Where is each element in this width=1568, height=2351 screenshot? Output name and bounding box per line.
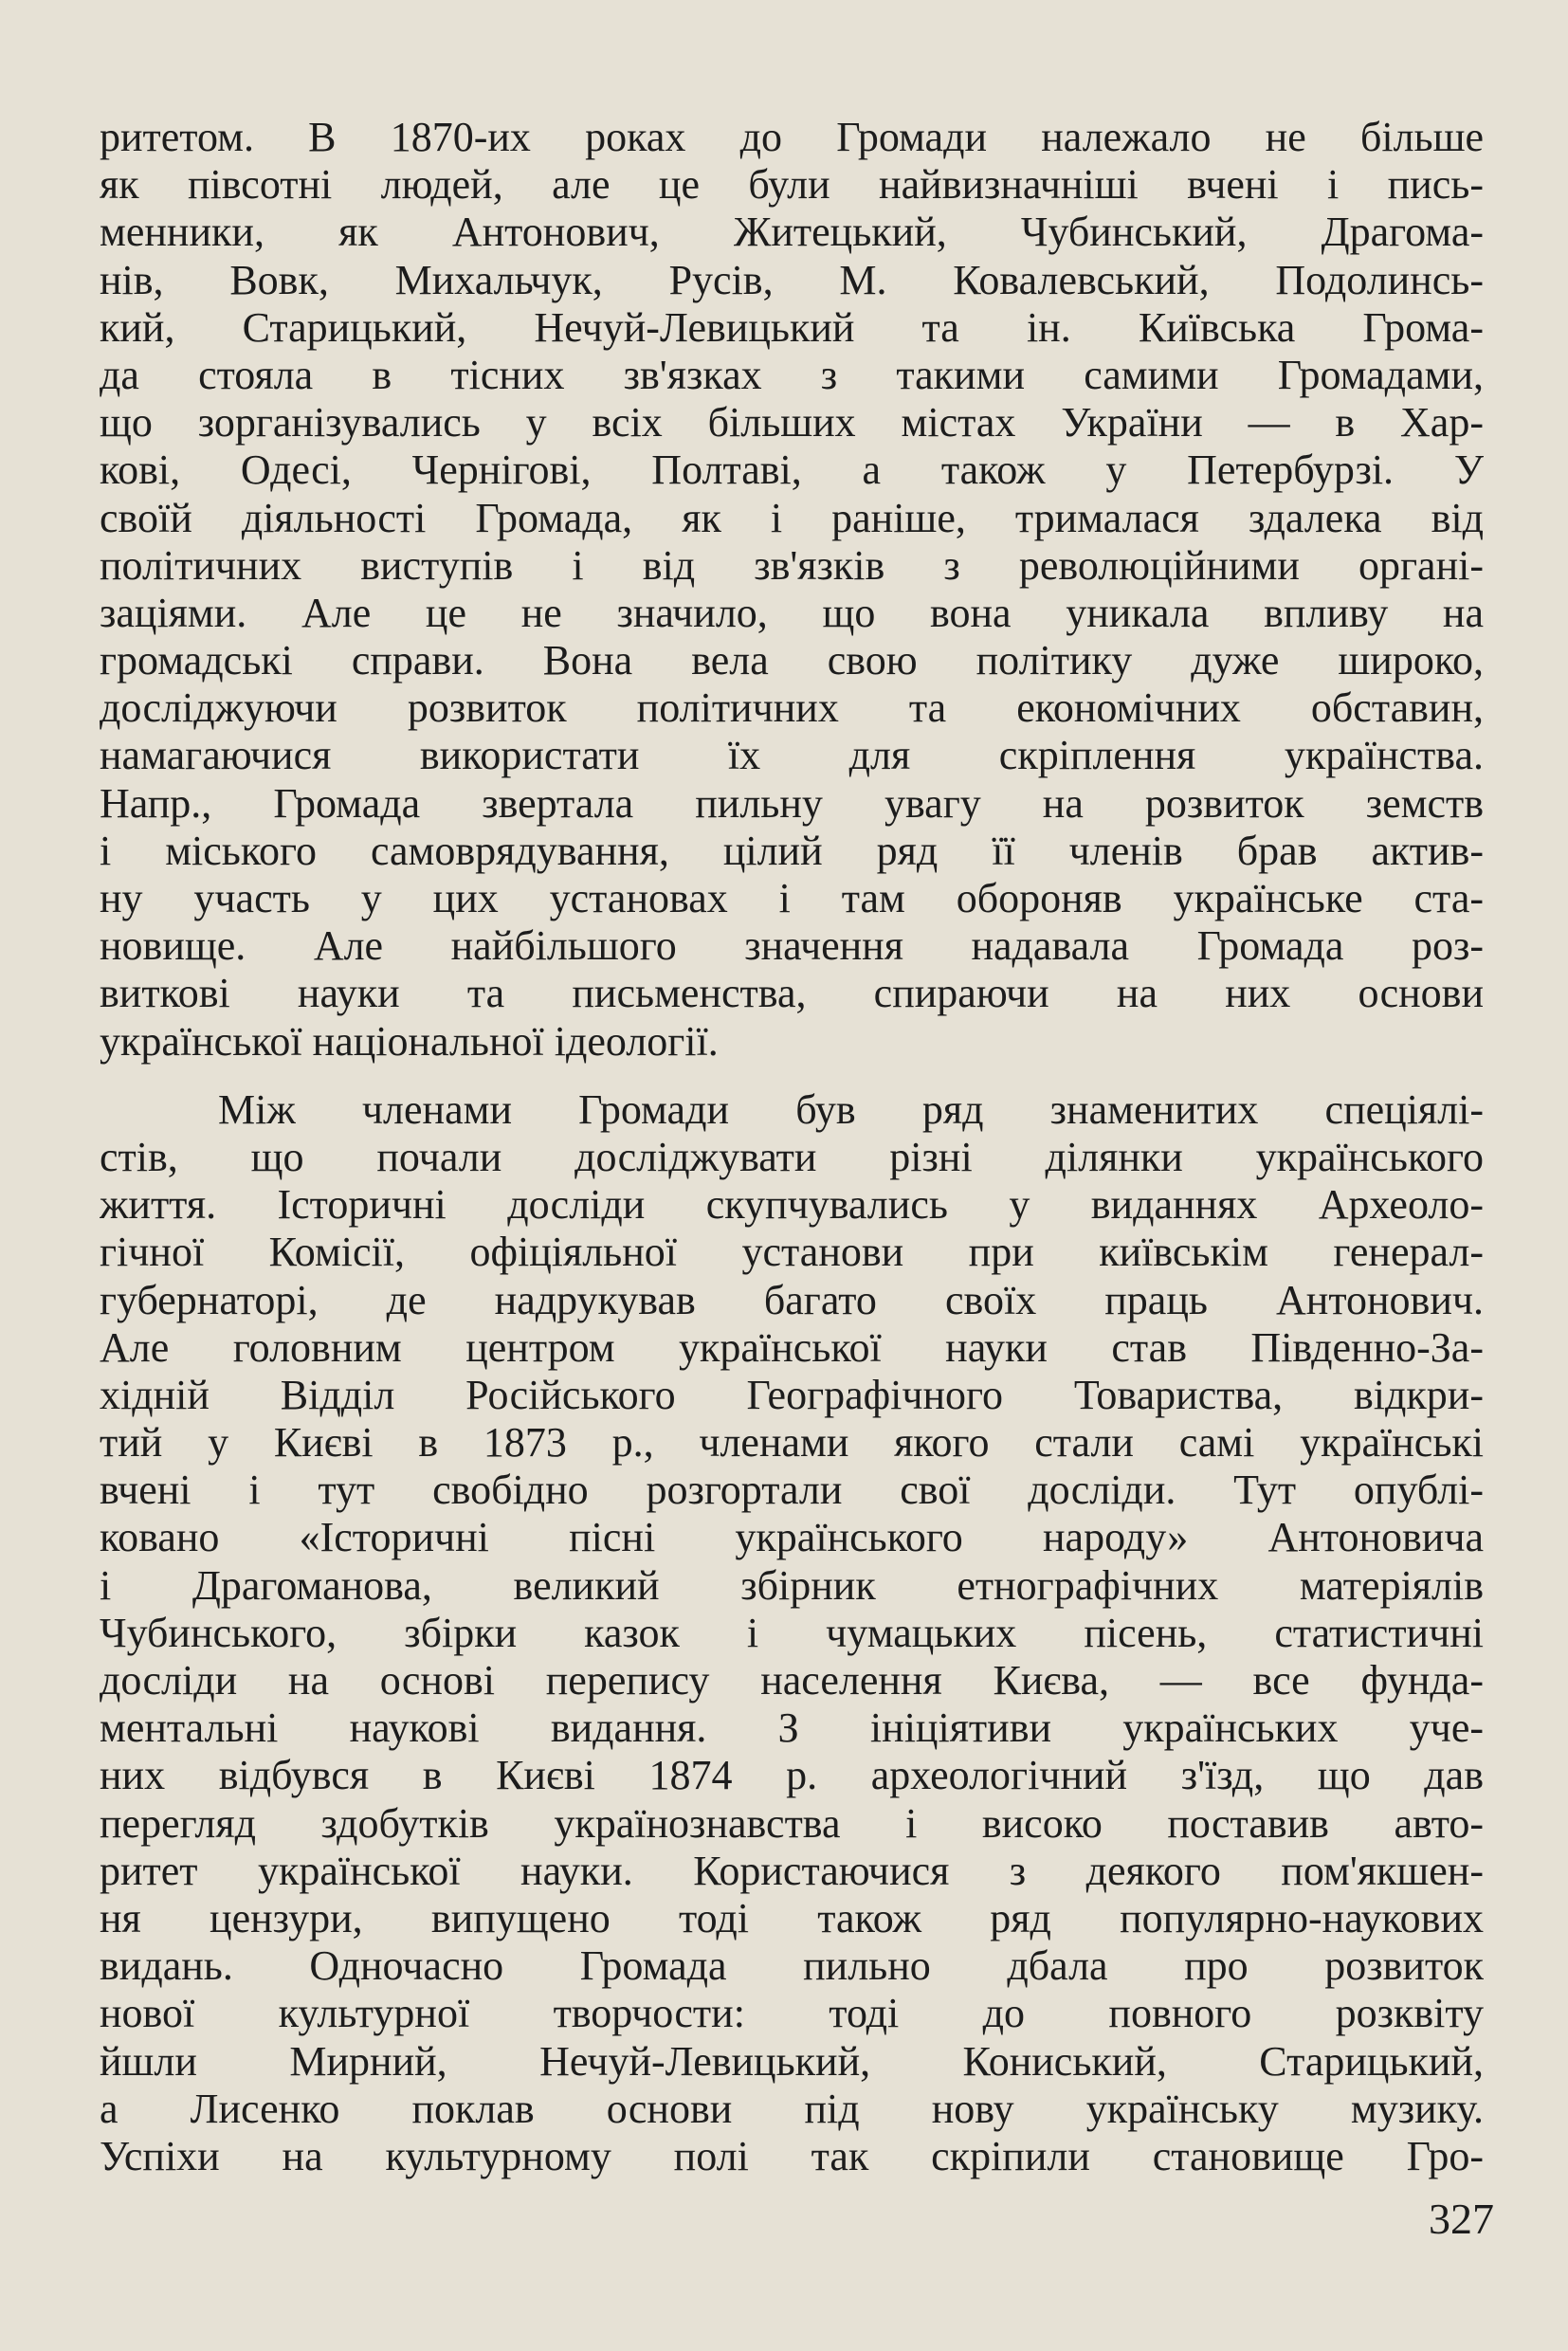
text-line: хідній Відділ Російського Географічного Товариства, відкри-: [100, 1371, 1484, 1418]
text-line: тий у Києві в 1873 р., членами якого стали самі українські: [100, 1419, 1484, 1467]
text-line: досліджуючи розвиток політичних та економічних обставин,: [100, 684, 1484, 732]
text-line: як півсотні людей, але це були найвизначніші вчені і пись-: [100, 161, 1484, 209]
text-line: а Лисенко поклав основи під нову українську музику.: [100, 2085, 1484, 2132]
text-line: української національної ідеології.: [100, 1017, 719, 1065]
paragraph-1: [100, 114, 1484, 1066]
text-line: да стояла в тісних зв'язках з такими самими Громадами,: [100, 351, 1484, 398]
paragraph-2: [100, 1086, 1484, 2180]
text-line: ну участь у цих установах і там обороняв українське ста-: [100, 875, 1484, 921]
text-line: кові, Одесі, Чернігові, Полтаві, а також у Петербурзі. У: [100, 447, 1484, 494]
body-text: [100, 114, 1484, 2180]
text-line: гічної Комісії, офіціяльної установи при київськім генерал-: [100, 1229, 1484, 1276]
text-line: Між членами Громади був ряд знаменитих спеціялі-: [218, 1085, 1484, 1133]
text-line: нової культурної творчости: тоді до повного розквіту: [100, 1990, 1484, 2037]
text-line: виткові науки та письменства, спираючи на них основи: [100, 970, 1484, 1017]
text-line: Напр., Громада звертала пильну увагу на розвиток земств: [100, 779, 1484, 827]
text-line: Але головним центром української науки став Південно-За-: [100, 1323, 1484, 1371]
text-line: ритетом. В 1870-их роках до Громади належало не більше: [100, 114, 1484, 160]
text-line: перегляд здобутків українознавства і високо поставив авто-: [100, 1799, 1484, 1847]
text-line: і Драгоманова, великий збірник етнографічних матеріялів: [100, 1561, 1484, 1609]
paragraph-gap: [100, 1066, 1484, 1086]
text-line: менники, як Антонович, Житецький, Чубинський, Драгома-: [100, 209, 1484, 256]
text-line: вчені і тут свобідно розгортали свої досліди. Тут опублі-: [100, 1467, 1484, 1514]
text-line: ня цензури, випущено тоді також ряд популярно-наукових: [100, 1894, 1484, 1941]
text-line: своїй діяльності Громада, як і раніше, трималася здалека від: [100, 494, 1484, 541]
text-line: Чубинського, збірки казок і чумацьких пісень, статистичні: [100, 1609, 1484, 1656]
text-line: і міського самоврядування, цілий ряд її членів брав актив-: [100, 827, 1484, 874]
text-line: них відбувся в Києві 1874 р. археологічний з'їзд, що дав: [100, 1752, 1484, 1799]
text-line: намагаючися використати їх для скріплення українства.: [100, 732, 1484, 779]
text-line: кий, Старицький, Нечуй-Левицький та ін. Київська Грома-: [100, 303, 1484, 351]
text-line: видань. Одночасно Громада пильно дбала про розвиток: [100, 1942, 1484, 1990]
text-line: що зорганізувались у всіх більших містах України — в Хар-: [100, 399, 1484, 447]
text-line: заціями. Але це не значило, що вона уникала впливу на: [100, 589, 1484, 636]
text-line: нів, Вовк, Михальчук, Русів, М. Ковалевський, Подолинсь-: [100, 256, 1484, 303]
text-line: ментальні наукові видання. З ініціятиви українських уче-: [100, 1704, 1484, 1752]
text-line: йшли Мирний, Нечуй-Левицький, Кониський, Старицький,: [100, 2037, 1484, 2085]
page-number: 327: [1429, 2195, 1494, 2243]
text-line: ковано «Історичні пісні українського народу» Антоновича: [100, 1514, 1484, 1561]
text-line: губернаторі, де надрукував багато своїх праць Антонович.: [100, 1276, 1484, 1323]
text-line: новище. Але найбільшого значення надавала Громада роз-: [100, 922, 1484, 970]
text-line: Успіхи на культурному полі так скріпили становище Гро-: [100, 2132, 1484, 2179]
text-line: політичних виступів і від зв'язків з революційними органі-: [100, 541, 1484, 589]
text-line: громадські справи. Вона вела свою політику дуже широко,: [100, 637, 1484, 684]
text-line: життя. Історичні досліди скупчувались у виданнях Археоло-: [100, 1181, 1484, 1229]
text-line: досліди на основі перепису населення Києва, — все фунда-: [100, 1657, 1484, 1704]
text-line: стів, що почали досліджувати різні ділянки українського: [100, 1133, 1484, 1180]
text-line: ритет української науки. Користаючися з деякого пом'якшен-: [100, 1847, 1484, 1894]
